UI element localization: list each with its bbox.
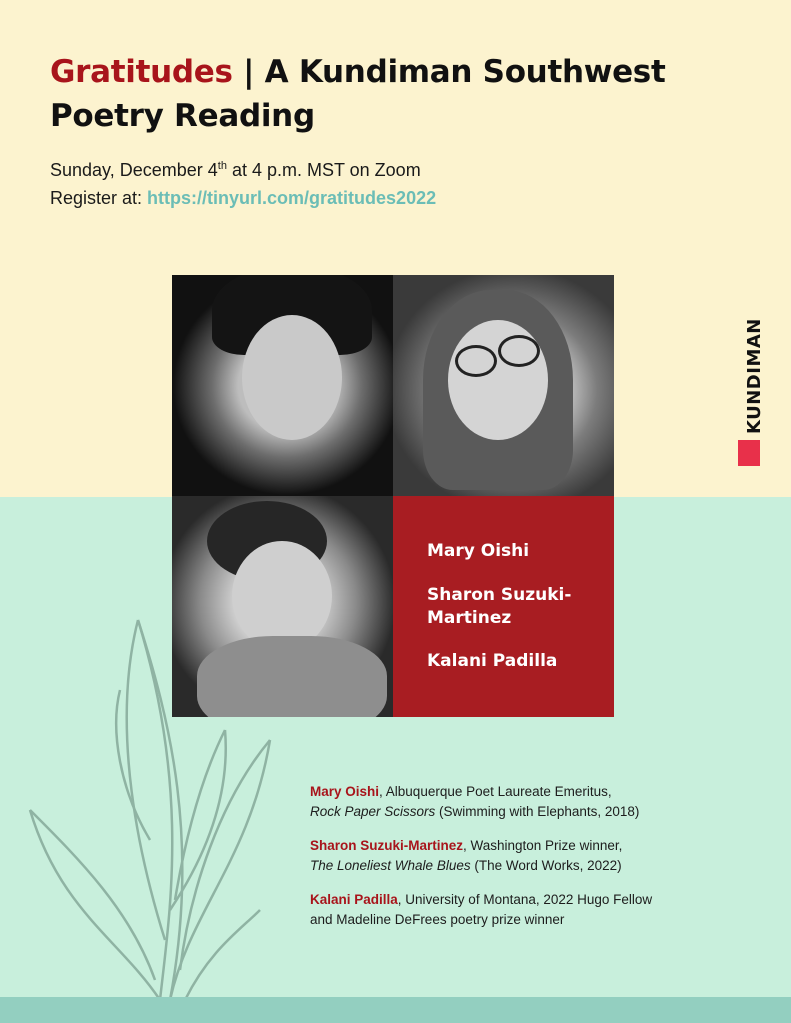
register-label: Register at: (50, 188, 148, 208)
bio-name: Kalani Padilla (310, 892, 398, 907)
event-info (50, 152, 436, 212)
portrait-photo-2 (393, 275, 614, 496)
bio-text: , University of Montana, 2022 Hugo Fellow (397, 892, 653, 907)
speaker-bios (310, 782, 730, 944)
bio-text: , Albuquerque Poet Laureate Emeritus, (379, 784, 612, 799)
footer-band (0, 997, 791, 1023)
speakers-name-box (393, 496, 614, 717)
register-link[interactable]: https://tinyurl.com/gratitudes2022 (147, 188, 437, 208)
portrait-photo-3 (172, 496, 393, 717)
bio-item (310, 890, 730, 930)
date-sup: th (217, 160, 227, 172)
bio-name: Sharon Suzuki-Martinez (310, 838, 464, 853)
kundiman-logo (735, 300, 765, 470)
date-text: Sunday, December 4 (50, 160, 218, 180)
bio-book-title: The Loneliest Whale Blues (310, 858, 471, 873)
date-time-text: at 4 p.m. MST on Zoom (226, 160, 421, 180)
kundiman-wordmark: KUNDIMAN (744, 318, 765, 434)
title-accent: Gratitudes (50, 54, 233, 90)
bio-item (310, 836, 730, 876)
speaker-name-3: Kalani Padilla (427, 651, 558, 671)
bio-book-title: Rock Paper Scissors (310, 804, 436, 819)
portrait-photo-1 (172, 275, 393, 496)
bio-text: , Washington Prize winner, (463, 838, 623, 853)
bio-publisher: (The Word Works, 2022) (470, 858, 622, 873)
event-title (50, 50, 750, 138)
bio-publisher: (Swimming with Elephants, 2018) (435, 804, 640, 819)
register-line (50, 184, 436, 212)
title-rest: | A Kundiman Southwest Poetry Reading (50, 54, 666, 134)
bio-text-2: and Madeline DeFrees poetry prize winner (310, 912, 565, 927)
speaker-name-1: Mary Oishi (427, 541, 530, 561)
date-line (50, 152, 436, 184)
speaker-name-2: Sharon Suzuki-Martinez (427, 585, 572, 628)
bio-name: Mary Oishi (310, 784, 380, 799)
bio-item (310, 782, 730, 822)
